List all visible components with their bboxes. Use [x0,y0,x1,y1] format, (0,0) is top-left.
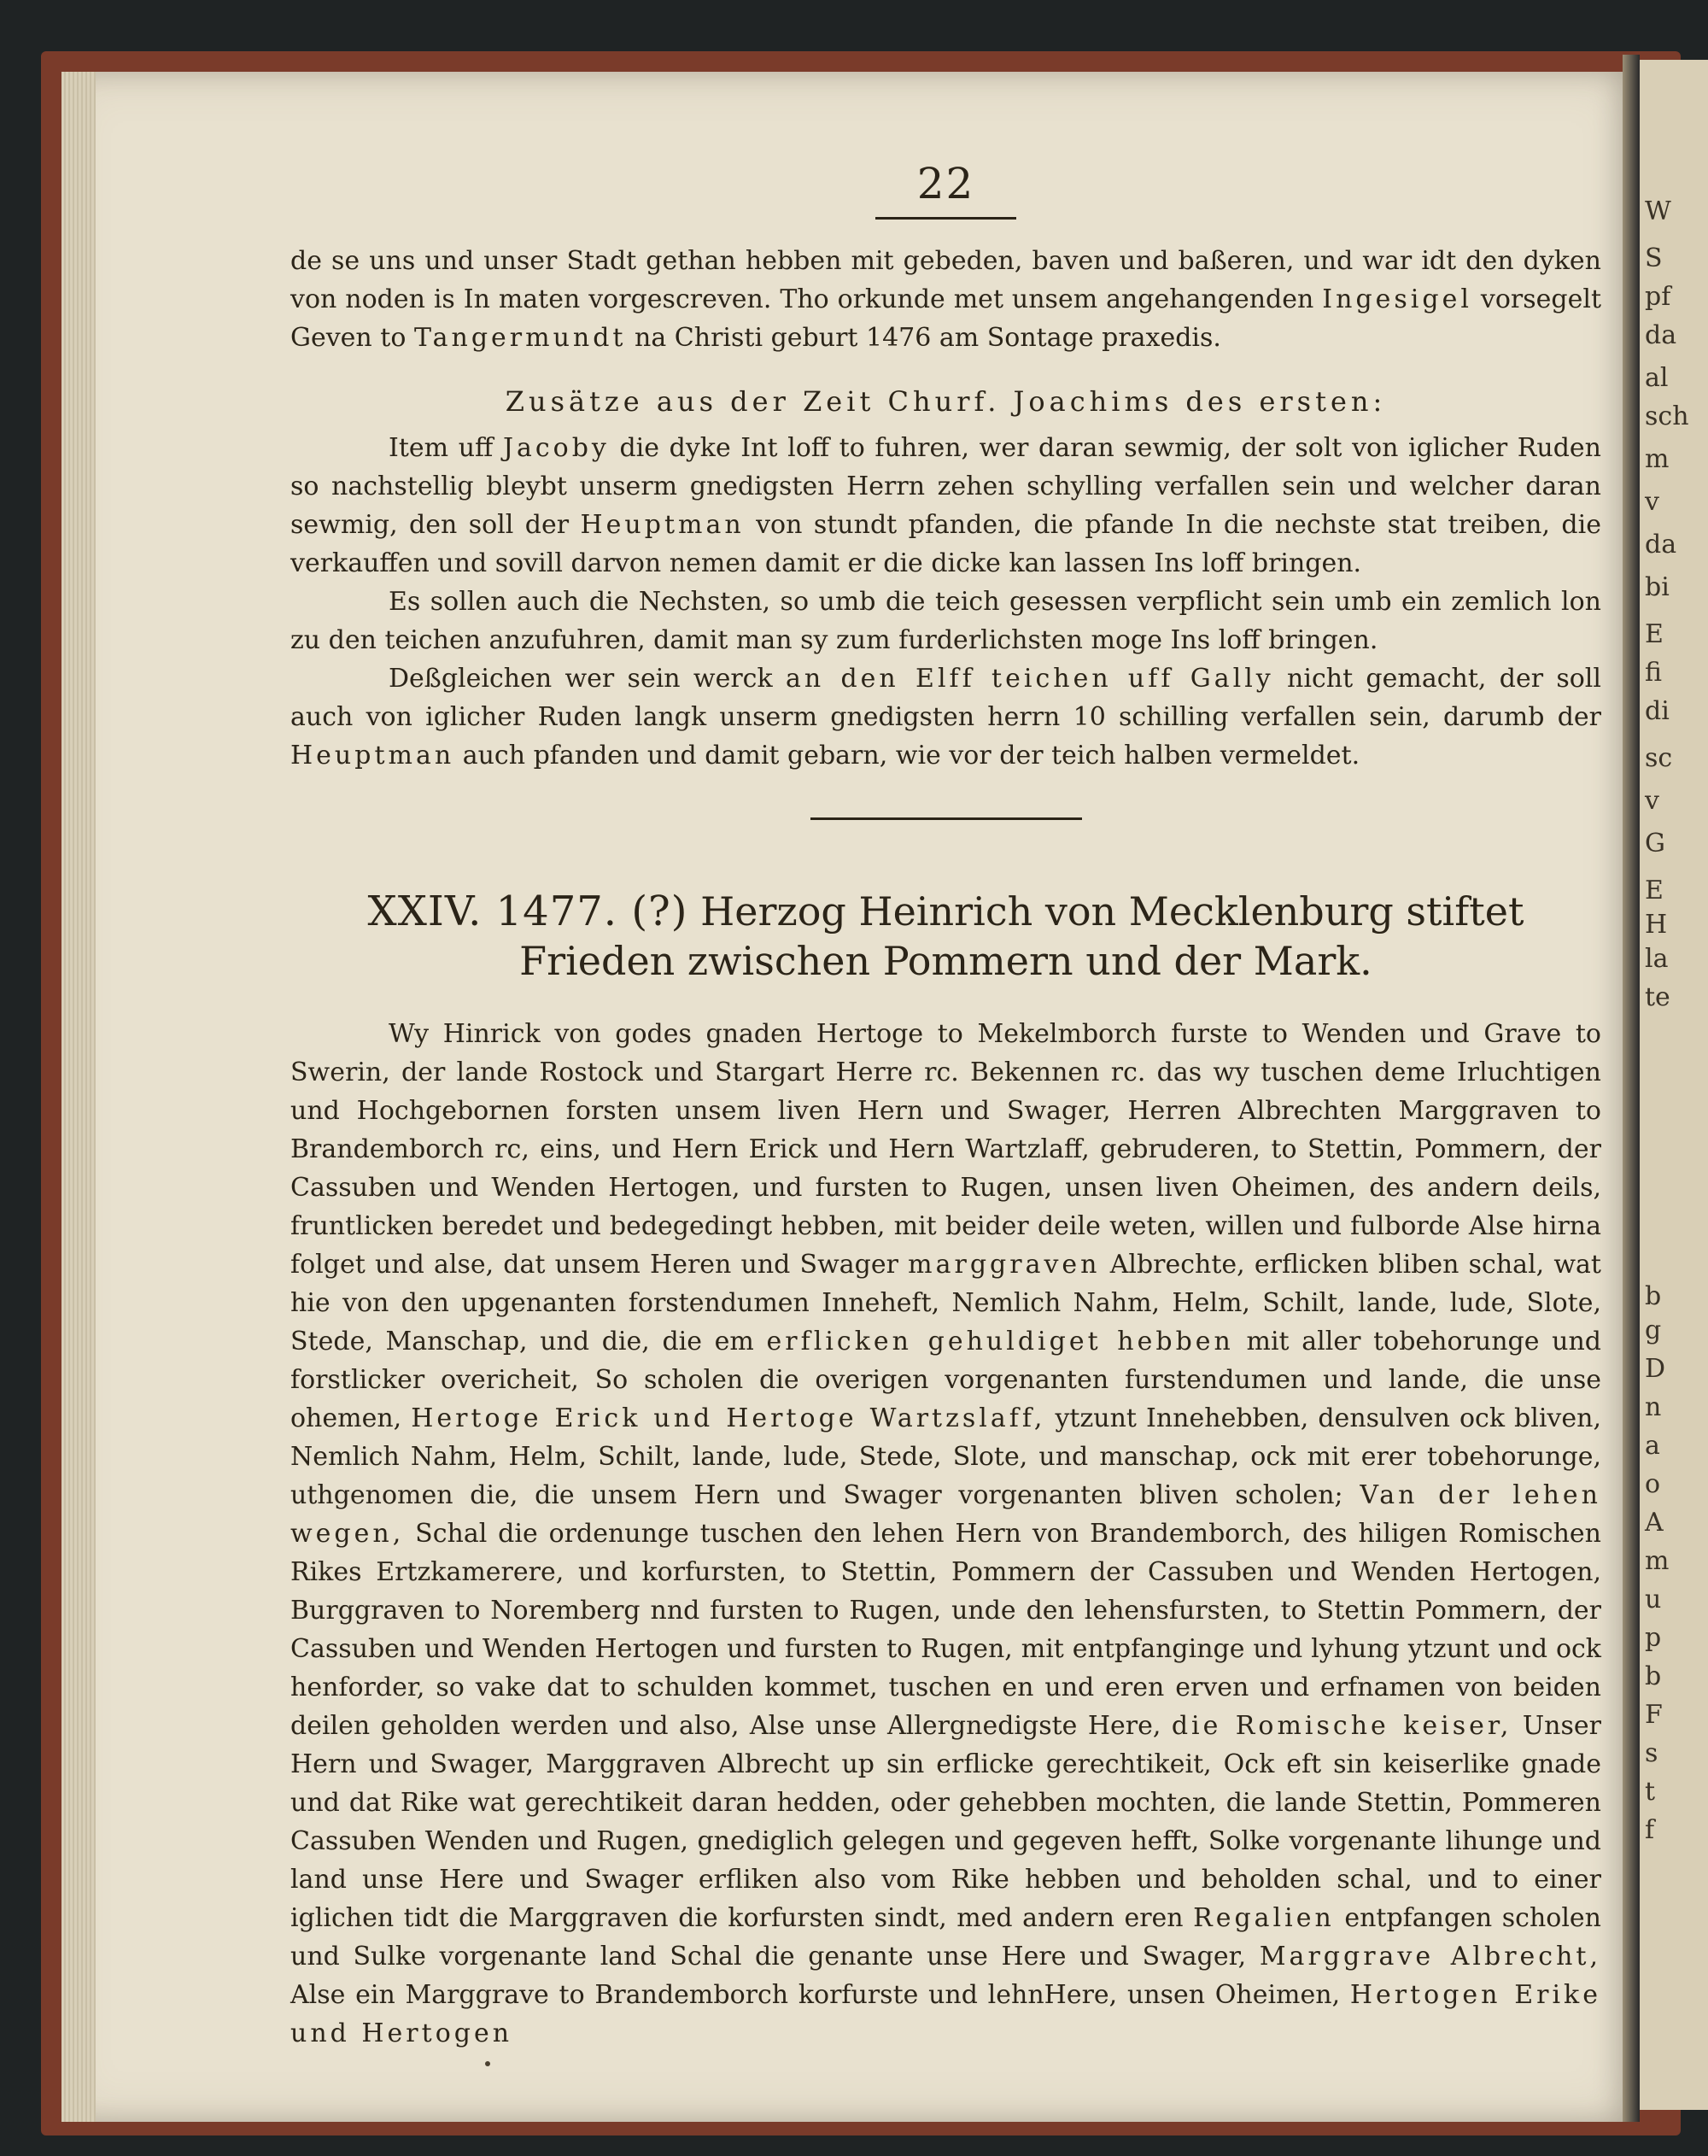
text-run: na Christi geburt 1476 am Sontage praxedis. [635,323,1221,353]
emphasized-date: Jacoby [502,433,610,463]
ink-speck [485,2061,490,2066]
paragraph-item [290,429,1601,583]
facing-page-fragment: A [1645,1508,1664,1538]
emphasized-phrase: an den Elff teichen uff Gally [785,664,1274,694]
facing-page-fragment: g [1645,1315,1662,1345]
facing-page-fragment: da [1645,530,1677,560]
paragraph-neighbours: Es sollen auch die Nechsten, so umb die teich gesessen verpflicht sein umb ein zemlich lon zu den teichen anzufuhren, damit man sy zum furderlichsten moge Ins loff bringen. [290,587,1601,655]
emphasized-phrase: Van der lehen wegen, [290,1480,1601,1549]
text-run: de se uns und unser Stadt gethan hebben mit gebeden, baven und baßeren, und war idt den dyken von noden is In maten vorgescreven. Tho orkunde met unsem angehangenden [290,246,1601,314]
facing-page-fragment: F [1645,1700,1663,1730]
page-number-rule [875,217,1016,220]
emphasized-names: Hertoge Erick und Hertoge Wartzslaff, [411,1403,1046,1433]
facing-page-fragment: sch [1645,401,1689,431]
page-edges [61,72,96,2122]
facing-page-fragment: m [1645,1546,1670,1576]
facing-page-fragment: b [1645,1661,1662,1691]
facing-page-fragment: b [1645,1281,1662,1311]
section-title: Herzog Heinrich von Mecklenburg stiftet Frieden zwischen Pommern und der Mark. [519,888,1524,984]
text-run: Wy Hinrick von godes gnaden Hertoge to Mekelmborch furste to Wenden und Grave to Swerin, der lande Rostock und Stargart Herre rc. Bekennen rc. das wy tuschen deme Irluchtigen und Hochgebornen forsten unsem liven Hern und Swager, Herren Albrechten Marggraven to Brandemborch rc, eins, und Hern Erick und Hern Wartzlaff, gebruderen, to Stettin, Pommern, der Cassuben und Wenden Hertogen, und fursten to Rugen, unsen liven Oheimen, des andern deils, fruntlicken beredet und bedegedingt hebben, mit beider deile weten, willen und fulborde Alse hirna folget und alse, dat unsem Heren und Swager [290,1019,1601,1280]
paragraph-continuation [290,242,1601,357]
facing-page-fragment: da [1645,320,1677,350]
text-run: die dyke Int loff to fuhren, wer daran sewmig, der solt von iglicher Ruden so nachstellig bleybt unserm gnedigsten Herrn zehen schylling verfallen sein und welcher daran sewmig, den soll der [290,433,1601,540]
emphasized-phrase: die Romische keiser, [1171,1711,1512,1741]
facing-page-fragment: v [1645,487,1659,517]
paragraph-likewise [290,659,1601,775]
text-run: auch pfanden und damit gebarn, wie vor der teich halben vermeldet. [462,741,1360,770]
facing-page-fragment: te [1645,982,1670,1012]
facing-page-fragment: W [1645,196,1671,226]
facing-page-fragment: bi [1645,572,1670,602]
facing-page-fragment: p [1645,1623,1662,1653]
facing-page-fragment: D [1645,1354,1666,1384]
emphasized-phrase: erflicken gehuldiget hebben [766,1327,1234,1356]
text-run: Item uff [389,433,494,463]
facing-page-fragment: S [1645,243,1663,273]
facing-page-fragment: fi [1645,658,1663,688]
emphasized-term: Regalien [1193,1903,1335,1933]
facing-page-fragment: f [1645,1815,1655,1845]
emphasized-term: Heuptman [580,510,745,540]
text-run: Schal die ordenunge tuschen den lehen Hern von Brandemborch, des hiligen Romischen Rikes Ertzkamerere, und korfursten, to Stettin, Pommern der Cassuben und Wenden Hertogen, Burggraven to Noremberg nnd fursten to Rugen, unde den lehensfursten, to Stettin Pommern, der Cassuben und Wenden Hertogen und fursten to Rugen, mit entpfanginge und lyhung ytzunt und ock henforder, so vake dat to schulden kommet, tuschen en und eren erven und erfnamen von beiden deilen geholden werden und also, Alse unse Allergnedigste Here, [290,1519,1601,1741]
facing-page-fragment: E [1645,619,1664,649]
section-number: XXIV. 1477. (?) [367,888,688,935]
text-run: ytzunt Innehebben, densulven ock bliven, Nemlich Nahm, Helm, Schilt, lande, lude, Stede, Slote, und manschap, ock mit erer tobehorunge, uthgenomen die, die unsem Hern und Swager vorgenanten bliven scholen; [290,1403,1601,1510]
emphasized-names: Hertogen Erike und Hertogen [290,1980,1601,2048]
facing-page-fragment: u [1645,1585,1662,1614]
emphasized-term: Heuptman [290,741,455,770]
facing-page-fragment: E [1645,876,1664,905]
facing-page-fragment: G [1645,829,1665,858]
facing-page-fragment: pf [1645,282,1671,312]
subheading-additions: Zusätze aus der Zeit Churf. Joachims des ersten: [505,385,1387,418]
text-run: Alse ein Marggrave to Brandemborch korfurste und lehnHere, unsen Oheimen, [290,1980,1341,2010]
facing-page-edge [1640,60,1708,2110]
text-run: Deßgleichen wer sein werck [389,664,773,694]
facing-page-fragment: al [1645,363,1669,393]
page-content [290,159,1602,2053]
facing-page-fragment: di [1645,696,1670,726]
text-run: entpfangen scholen und Sulke vorgenante land Schal die genante unse Here und Swager, [290,1903,1601,1971]
facing-page-fragment: s [1645,1738,1658,1768]
text-run: mit aller tobehorunge und forstlicker overicheit, So scholen die overigen vorgenanten furstendumen und lande, die unse ohemen, [290,1327,1601,1433]
facing-page-fragment: m [1645,444,1670,474]
text-run: nicht gemacht, der soll auch von iglicher Ruden langk unserm gnedigsten herrn 10 schilling verfallen sein, darumb der [290,664,1601,732]
facing-page-fragment: a [1645,1431,1660,1461]
facing-page-fragment: v [1645,786,1659,816]
facing-page-fragment: H [1645,910,1668,940]
document-text [290,1015,1601,2053]
emphasized-place: Tangermundt [413,323,627,353]
book-gutter [1623,55,1640,2122]
facing-page-fragment: o [1645,1469,1661,1499]
facing-page-fragment: la [1645,944,1669,974]
page-number: 22 [916,159,975,208]
section-heading [290,887,1601,986]
text-run: Albrechte, erflicken bliben schal, wat hie von den upgenanten forstendumen Inneheft, Nemlich Nahm, Helm, Schilt, lande, lude, Slote, Stede, Manschap, und die, die em [290,1250,1601,1356]
emphasized-names: Marggrave Albrecht, [1259,1942,1601,1971]
emphasized-term: Ingesigel [1322,284,1472,314]
text-run: Unser Hern und Swager, Marggraven Albrecht up sin erflicke gerechtikeit, Ock eft sin keiserlike gnade und dat Rike wat gerechtikeit daran hedden, oder gehebben mochten, die lande Stettin, Pommeren Cassuben Wenden und Rugen, gnediglich gelegen und gegeven hefft, Solke vorgenante lihunge und land unse Here und Swager erfliken also vom Rike hebben und beholden schal, und to einer iglichen tidt die Marggraven die korfursten sindt, med andern eren [290,1711,1601,1933]
facing-page-fragment: n [1645,1392,1662,1422]
text-run: vorsegelt Geven to [290,284,1602,353]
facing-page-fragment: sc [1645,743,1673,773]
section-divider [810,817,1082,820]
text-run: von stundt pfanden, die pfande In die nechste stat treiben, die verkauffen und sovill darvon nemen damit er die dicke kan lassen Ins loff bringen. [290,510,1601,578]
emphasized-term: marggraven [908,1250,1101,1280]
facing-page-fragment: t [1645,1777,1656,1807]
